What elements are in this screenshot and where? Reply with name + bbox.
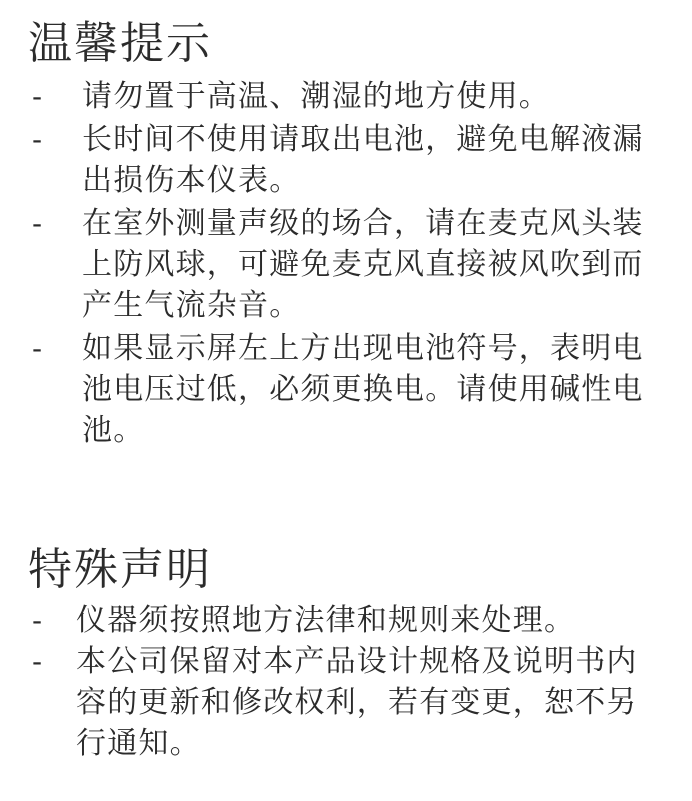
notice-list — [0, 76, 692, 451]
notice-item-text: 请勿置于高温、潮湿的地方使用。 — [82, 79, 550, 114]
statement-list — [0, 600, 692, 764]
bullet-dash: - — [32, 123, 44, 156]
statement-item-text: 本公司保留对本产品设计规格及说明书内容的更新和修改权利，若有变更，恕不另行通知。 — [76, 644, 638, 761]
notice-item-storage — [32, 76, 692, 117]
notice-item-text: 如果显示屏左上方出现电池符号，表明电池电压过低，必须更换电。请使用碱性电池。 — [82, 331, 644, 448]
bullet-dash: - — [32, 332, 44, 365]
notice-title: 温馨提示 — [28, 18, 212, 69]
notice-section — [0, 14, 692, 451]
notice-item-text: 长时间不使用请取出电池，避免电解液漏出损伤本仪表。 — [82, 122, 644, 198]
notice-item-text: 在室外测量声级的场合，请在麦克风头装上防风球，可避免麦克风直接被风吹到而产生气流杂音。 — [82, 206, 644, 323]
notice-item-battery-removal — [32, 119, 692, 201]
statement-item-disposal — [32, 600, 692, 641]
bullet-dash: - — [32, 80, 44, 113]
bullet-dash: - — [32, 645, 44, 678]
bullet-dash: - — [32, 207, 44, 240]
statement-item-rights — [32, 641, 692, 764]
statement-title: 特殊声明 — [28, 544, 212, 595]
notice-item-windscreen — [32, 203, 692, 326]
notice-item-low-battery — [32, 328, 692, 451]
statement-item-text: 仪器须按照地方法律和规则来处理。 — [76, 603, 576, 638]
statement-section — [0, 540, 692, 764]
bullet-dash: - — [32, 604, 44, 637]
